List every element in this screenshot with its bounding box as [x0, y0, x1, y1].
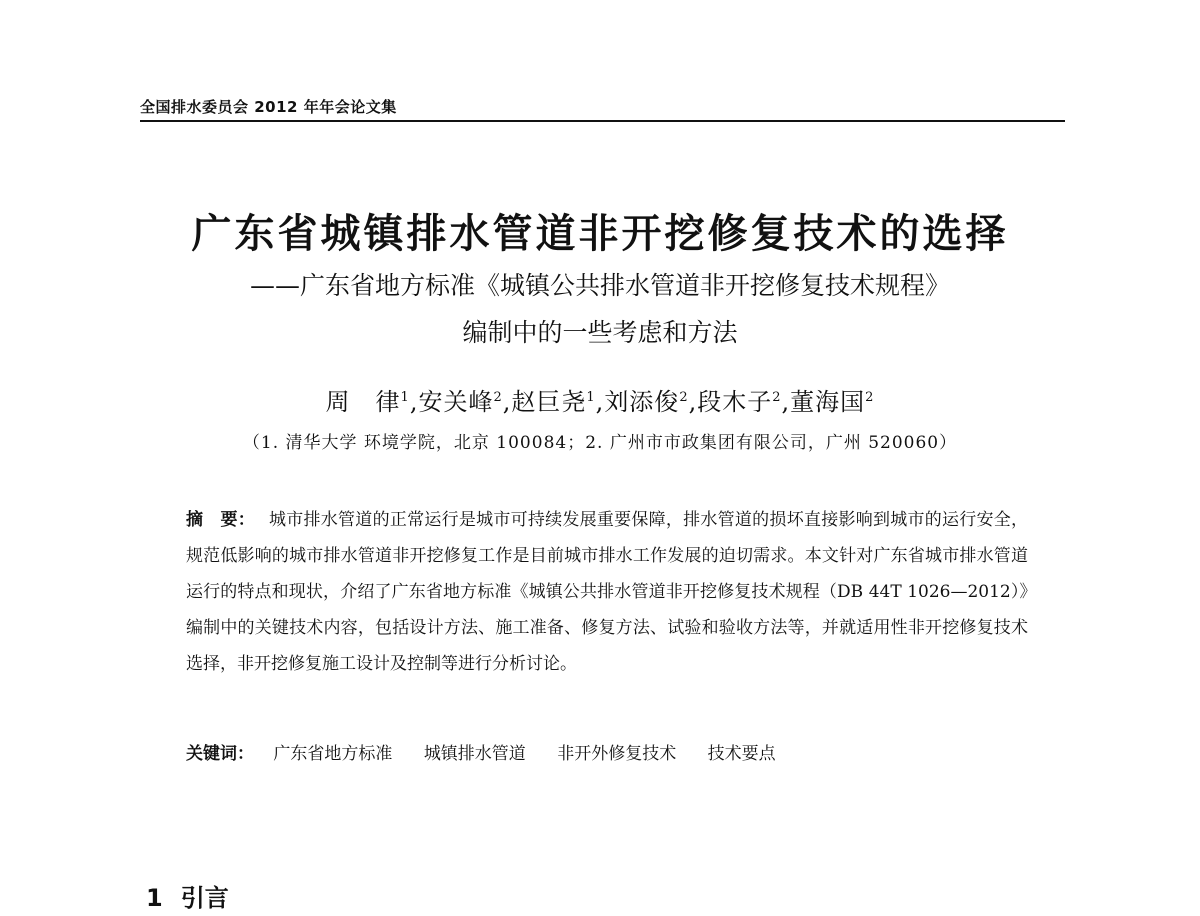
keywords-label: 关键词： — [186, 744, 254, 764]
author: 刘添俊$^2$ — [604, 388, 689, 416]
author: 周 律$^1$ — [325, 388, 410, 416]
author: 赵巨尧$^1$ — [511, 388, 596, 416]
keyword: 城镇排水管道 — [423, 744, 526, 764]
section-number: 1 — [146, 884, 163, 912]
paper-subtitle-line1: ——广东省地方标准《城镇公共排水管道非开挖修复技术规程》 — [249, 271, 950, 300]
section-title: 引言 — [180, 884, 229, 912]
affiliations: （1. 清华大学 环境学院，北京 100084；2. 广州市市政集团有限公司，广州 520060） — [242, 433, 958, 453]
keywords — [186, 739, 1028, 764]
keyword: 广东省地方标准 — [273, 744, 393, 764]
header-rule — [140, 120, 1065, 122]
paper-subtitle-line2: 编制中的一些考虑和方法 — [462, 318, 738, 347]
abstract-text: 城市排水管道的正常运行是城市可持续发展重要保障，排水管道的损坏直接影响到城市的运行安全，规范低影响的城市排水管道非开挖修复工作是目前城市排水工作发展的迫切需求。本文针对广东省城市排水管道运行的特点和现状，介绍了广东省地方标准《城镇公共排水管道非开挖修复技术规程（DB 44T 1026—2012）》编制中的关键技术内容，包括设计方法、施工准备、修复方法、试验和验收方法等，并就适用性非开挖修复技术选择，非开挖修复施工设计及控制等进行分析讨论。 — [186, 510, 1029, 674]
paper-title: 广东省城镇排水管道非开挖修复技术的选择 — [191, 211, 1009, 257]
author-list: 周 律$^1$,安关峰$^2$,赵巨尧$^1$,刘添俊$^2$,段木子$^2$,董海国$^2$ — [325, 388, 875, 416]
section-heading — [146, 878, 229, 913]
running-head: 全国排水委员会 2012 年年会论文集 — [140, 98, 397, 116]
keyword: 非开外修复技术 — [557, 744, 677, 764]
author: 段木子$^2$ — [697, 388, 782, 416]
keyword: 技术要点 — [707, 744, 776, 764]
author: 安关峰$^2$ — [418, 388, 503, 416]
author: 董海国$^2$ — [790, 388, 875, 416]
abstract — [186, 502, 1028, 682]
abstract-label: 摘 要： — [186, 510, 256, 530]
